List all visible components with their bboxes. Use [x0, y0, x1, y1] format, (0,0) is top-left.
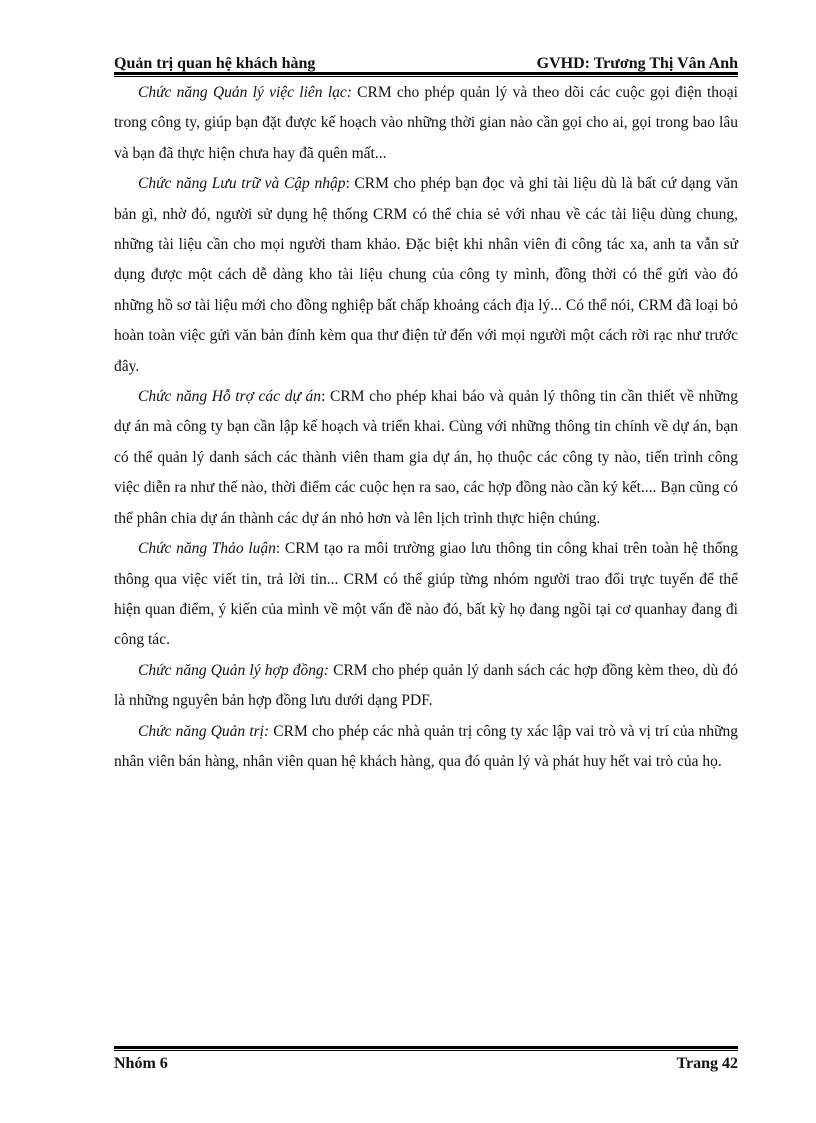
- paragraph-discussion: [114, 534, 738, 656]
- header-instructor: GVHD: Trương Thị Vân Anh: [536, 55, 738, 72]
- paragraph-lead: Chức năng Lưu trữ và Cập nhập: [138, 175, 346, 193]
- paragraph-contact-management: [114, 78, 738, 169]
- paragraph-text: CRM cho phép quản lý và theo dõi các cuộc gọi điện thoại trong công ty, giúp bạn đặt được kế hoạch vào những thời gian nào cần gọi cho ai, gọi trong bao lâu và bạn đã thực hiện chưa hay đã quên mất...: [114, 84, 738, 162]
- paragraph-lead: Chức năng Quản lý việc liên lạc:: [138, 84, 352, 101]
- paragraph-text: : CRM cho phép khai báo và quản lý thông tin cần thiết về những dự án mà công ty bạn cần lập kế hoạch và triển khai. Cùng với những thông tin chính về dự án, bạn có thể quản lý danh sách các thành viên tham gia dự án, họ thuộc các công ty nào, tiến trình công việc diễn ra như thế nào, thời điểm các cuộc hẹn ra sao, các hợp đồng nào cần ký kết.... Bạn cũng có thể phân chia dự án thành các dự án nhỏ hơn và lên lịch trình thực hiện chúng.: [114, 388, 738, 527]
- document-body: [114, 78, 738, 777]
- footer-rule-thin: [114, 1050, 738, 1051]
- header-title: Quản trị quan hệ khách hàng: [114, 55, 316, 72]
- paragraph-lead: Chức năng Quản trị:: [138, 722, 270, 740]
- paragraph-text: CRM cho phép các nhà quản trị công ty xác lập vai trò và vị trí của những nhân viên bán hàng, nhân viên quan hệ khách hàng, qua đó quản lý và phát huy hết vai trò của họ.: [114, 722, 738, 770]
- paragraph-project-support: [114, 382, 738, 534]
- header-rule: [114, 72, 738, 75]
- paragraph-text: : CRM cho phép bạn đọc và ghi tài liệu dù là bất cứ dạng văn bản gì, nhờ đó, người sử dụng hệ thống CRM có thể chia sẻ với nhau về các tài liệu dùng chung, những tài liệu cần cho mọi người tham khảo. Đặc biệt khi nhân viên đi công tác xa, anh ta vẫn sử dụng được một cách dễ dàng kho tài liệu chung của công ty mình, đồng thời có thể gửi vào đó những hồ sơ tài liệu mới cho đồng nghiệp bất chấp khoảng cách địa lý... Có thể nói, CRM đã loại bỏ hoàn toàn việc gửi văn bản đính kèm qua thư điện tử đến với mọi người một cách rời rạc như trước đây.: [114, 175, 738, 375]
- paragraph-lead: Chức năng Quản lý hợp đồng:: [138, 661, 329, 679]
- footer-rule: [114, 1046, 738, 1049]
- page-number: Trang 42: [676, 1055, 738, 1072]
- page-header: [114, 51, 738, 73]
- header-rule-thin: [114, 76, 738, 77]
- paragraph-lead: Chức năng Thảo luận: [138, 540, 276, 558]
- paragraph-contract-management: [114, 656, 738, 717]
- paragraph-text: : CRM tạo ra môi trường giao lưu thông tin công khai trên toàn hệ thống thông qua việc viết tin, trả lời tin... CRM có thể giúp từng nhóm người trao đổi trực tuyến để thể hiện quan điểm, ý kiến của mình về một vấn đề nào đó, bất kỳ họ đang ngồi tại cơ quanhay đang đi công tác.: [114, 540, 738, 649]
- page-footer: [114, 1053, 738, 1075]
- footer-group: Nhóm 6: [114, 1055, 168, 1072]
- paragraph-administration: [114, 717, 738, 778]
- paragraph-storage-update: [114, 169, 738, 382]
- paragraph-text: CRM cho phép quản lý danh sách các hợp đồng kèm theo, dù đó là những nguyên bản hợp đồng lưu dưới dạng PDF.: [114, 661, 738, 710]
- paragraph-lead: Chức năng Hỗ trợ các dự án: [138, 388, 322, 406]
